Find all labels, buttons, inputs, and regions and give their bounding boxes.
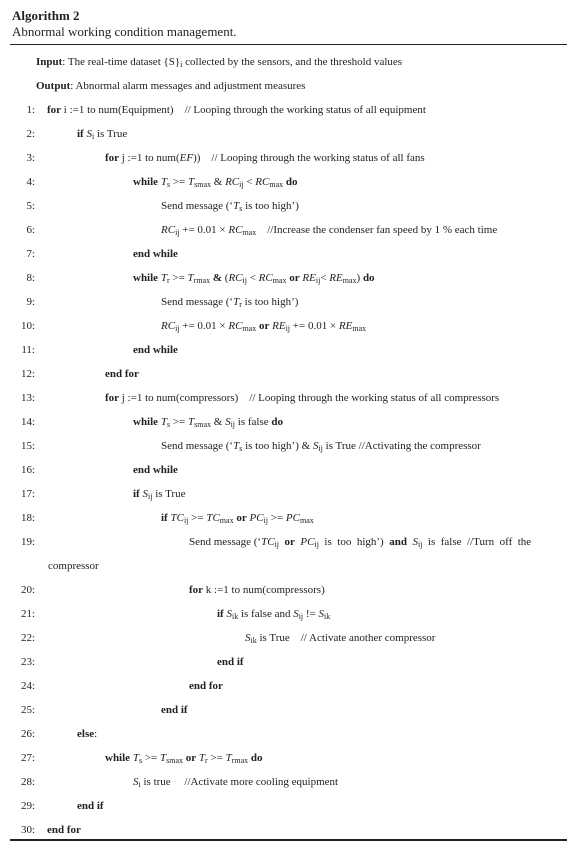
code-line (0, 151, 577, 165)
keyword: while (105, 752, 131, 764)
keyword: end for (47, 824, 81, 836)
keyword: while (133, 176, 159, 188)
subscript: ij (315, 276, 321, 285)
code-text (161, 703, 188, 717)
output-line (36, 79, 305, 93)
variable: PC (300, 536, 315, 548)
subscript: ij (147, 492, 153, 501)
subscript: ij (230, 420, 236, 429)
code-text (217, 655, 244, 669)
line-number: 12: (20, 368, 35, 380)
line-number: 27: (20, 752, 35, 764)
variable: T (198, 752, 206, 764)
code-fragment: & (211, 416, 226, 428)
code-fragment: >= (188, 512, 207, 524)
variable: RC (225, 176, 240, 188)
code-fragment: ( (222, 272, 229, 284)
subscript: ij (175, 324, 180, 333)
code-text (133, 247, 178, 261)
variable: T (187, 176, 195, 188)
code-fragment: < (320, 272, 330, 284)
keyword: end while (133, 344, 178, 356)
subscript: s (166, 420, 171, 429)
code-text (77, 127, 127, 141)
subscript: ij (417, 540, 423, 549)
code-fragment: != (303, 608, 319, 620)
code-fragment: Send message (‘ (161, 440, 234, 452)
variable: S (86, 128, 92, 140)
algorithm-title: Algorithm 2 (12, 8, 80, 23)
subscript: ij (298, 612, 304, 621)
subscript: s (138, 756, 143, 765)
subscript: r (166, 276, 170, 285)
code-text (161, 439, 481, 453)
code-text (77, 799, 104, 813)
code-line (0, 583, 577, 597)
keyword: or (284, 536, 295, 548)
code-line (0, 175, 577, 189)
variable: T (187, 416, 195, 428)
line-number: 20: (20, 584, 35, 596)
variable: S (245, 632, 251, 644)
code-fragment: Send message (‘ (161, 200, 234, 212)
line-number: 28: (20, 776, 35, 788)
code-text (47, 103, 426, 117)
code-fragment: j :=1 to num(compressors) // Looping through the working status of all compressors (119, 392, 500, 404)
code-line (0, 247, 577, 261)
variable: T (132, 752, 139, 764)
code-text (161, 511, 314, 525)
variable: T (160, 176, 167, 188)
input-label: Input (36, 56, 63, 68)
code-fragment: += 0.01 × (290, 320, 339, 332)
input-text: : The real-time dataset {S} (62, 56, 181, 68)
variable: RC (228, 272, 243, 284)
keyword: for (105, 152, 120, 164)
variable: PC (249, 512, 264, 524)
code-text (161, 223, 497, 237)
code-line (0, 751, 577, 765)
line-number: 6: (26, 224, 35, 236)
code-fragment: is too high’) & (242, 440, 313, 452)
subscript: max (272, 276, 287, 285)
line-number: 8: (26, 272, 35, 284)
code-line (0, 655, 577, 669)
variable: S (412, 536, 418, 548)
code-fragment: < (243, 176, 256, 188)
variable: RC (161, 320, 176, 332)
code-fragment: is True //Activating the compressor (322, 440, 481, 452)
variable: S (293, 608, 299, 620)
code-text (189, 535, 531, 549)
keyword: for (189, 584, 204, 596)
code-fragment: & (211, 176, 226, 188)
subscript: i (91, 132, 95, 141)
code-line (0, 823, 577, 837)
variable: T (225, 752, 232, 764)
code-line (0, 319, 577, 333)
line-number: 21: (20, 608, 35, 620)
code-fragment: //Increase the condenser fan speed by 1 % each time (256, 224, 498, 236)
line-number: 17: (20, 488, 35, 500)
code-line (0, 631, 577, 645)
code-fragment: >= (142, 752, 160, 764)
input-line (36, 55, 402, 69)
code-text (189, 583, 325, 597)
keyword: do (250, 752, 263, 764)
code-text (105, 367, 139, 381)
code-fragment: >= (170, 416, 188, 428)
variable: EF (179, 152, 194, 164)
keyword: or (236, 512, 247, 524)
subscript: ij (239, 180, 244, 189)
code-line (0, 103, 577, 117)
variable: RC (258, 272, 273, 284)
code-text (105, 751, 263, 765)
keyword: if (133, 488, 140, 500)
line-number: 15: (20, 440, 35, 452)
code-line (0, 703, 577, 717)
variable: TC (206, 512, 220, 524)
line-number: 23: (20, 656, 35, 668)
variable: T (233, 296, 240, 308)
algorithm-subtitle: Abnormal working condition management. (12, 24, 237, 39)
line-number: 11: (21, 344, 35, 356)
keyword: for (47, 104, 62, 116)
code-fragment: Send message (‘ (189, 536, 262, 548)
code-line (0, 223, 577, 237)
code-text (133, 343, 178, 357)
code-fragment: is too high’) (318, 536, 390, 548)
subscript: max (242, 324, 257, 333)
subscript: smax (194, 420, 211, 429)
subscript: r (239, 300, 242, 309)
variable: T (233, 200, 240, 212)
subscript: ij (183, 516, 189, 525)
code-fragment: ) (356, 272, 363, 284)
keyword: if (217, 608, 224, 620)
code-text (133, 175, 298, 189)
line-number: 26: (20, 728, 35, 740)
line-number: 7: (26, 248, 35, 260)
keyword: end if (161, 704, 188, 716)
variable: S (226, 608, 232, 620)
code-line (0, 799, 577, 813)
code-fragment: )) // Looping through the working status of all fans (193, 152, 425, 164)
keyword: or (185, 752, 197, 764)
code-line (0, 271, 577, 285)
code-line (0, 487, 577, 501)
variable: RC (255, 176, 270, 188)
code-line (0, 535, 577, 549)
subscript: max (352, 324, 367, 333)
variable: RE (302, 272, 316, 284)
subscript: smax (194, 180, 211, 189)
variable: TC (261, 536, 275, 548)
variable: S (142, 488, 148, 500)
line-number: 4: (26, 176, 35, 188)
code-text (77, 727, 97, 741)
code-text (189, 679, 223, 693)
code-fragment: is false and (238, 608, 294, 620)
input-subscript: i (180, 60, 183, 69)
code-text (161, 199, 299, 213)
subscript: ij (285, 324, 291, 333)
code-line-continuation (0, 559, 577, 573)
line-number: 1: (26, 104, 35, 116)
code-line (0, 439, 577, 453)
code-fragment: < (246, 272, 259, 284)
output-label: Output (36, 80, 71, 92)
subscript: ij (263, 516, 268, 525)
variable: S (225, 416, 231, 428)
code-fragment: is false //Turn off the (422, 536, 532, 548)
line-number: 30: (20, 824, 35, 836)
subscript: smax (166, 756, 183, 765)
keyword: end while (133, 248, 178, 260)
keyword: end for (105, 368, 139, 380)
algorithm-header (12, 8, 567, 40)
code-line (0, 199, 577, 213)
variable: T (160, 272, 167, 284)
code-text (161, 295, 298, 309)
subscript: max (342, 276, 357, 285)
line-number: 13: (20, 392, 35, 404)
variable: RE (338, 320, 353, 332)
code-line (0, 415, 577, 429)
output-text: : Abnormal alarm messages and adjustment measures (70, 80, 306, 92)
keyword: or (258, 320, 270, 332)
top-rule (10, 44, 567, 45)
variable: PC (285, 512, 300, 524)
subscript: ij (318, 444, 323, 453)
subscript: rmax (231, 756, 249, 765)
subscript: r (205, 756, 208, 765)
keyword: or (289, 272, 300, 284)
keyword: do (271, 416, 283, 428)
line-number: 14: (20, 416, 35, 428)
variable: RE (329, 272, 343, 284)
code-fragment: compressor (48, 560, 99, 572)
subscript: ik (231, 612, 239, 621)
code-text (133, 463, 178, 477)
subscript: ik (250, 636, 257, 645)
code-line (0, 127, 577, 141)
code-fragment: j :=1 to num( (119, 152, 180, 164)
keyword: end for (189, 680, 223, 692)
line-number: 3: (26, 152, 35, 164)
code-line (0, 343, 577, 357)
variable: TC (170, 512, 184, 524)
code-fragment: is false (235, 416, 272, 428)
input-rest: collected by the sensors, and the threshold values (182, 56, 403, 68)
line-number: 22: (20, 632, 35, 644)
line-number: 18: (20, 512, 35, 524)
code-line (0, 727, 577, 741)
code-line (0, 295, 577, 309)
code-fragment: += 0.01 × (179, 224, 229, 236)
subscript: ij (242, 276, 247, 285)
variable: S (312, 440, 319, 452)
code-fragment: Send message (‘ (161, 296, 234, 308)
code-fragment: is true //Activate more cooling equipment (140, 776, 339, 788)
variable: RC (161, 224, 176, 236)
subscript: s (166, 180, 171, 189)
keyword: for (105, 392, 120, 404)
line-number: 10: (20, 320, 35, 332)
code-line (0, 511, 577, 525)
code-text (245, 631, 435, 645)
subscript: ij (175, 228, 180, 237)
subscript: max (219, 516, 234, 525)
code-text (47, 823, 81, 837)
keyword: end while (133, 464, 178, 476)
variable: S (133, 776, 139, 788)
keyword: do (362, 272, 375, 284)
code-line (0, 391, 577, 405)
code-text (217, 607, 330, 621)
code-text (133, 775, 338, 789)
subscript: ik (324, 612, 331, 621)
line-number: 9: (26, 296, 35, 308)
variable: S (318, 608, 325, 620)
subscript: rmax (193, 276, 211, 285)
variable: T (187, 272, 194, 284)
code-text (133, 271, 375, 285)
code-fragment: >= (169, 272, 188, 284)
variable: T (160, 416, 167, 428)
code-line (0, 367, 577, 381)
code-line (0, 775, 577, 789)
subscript: s (239, 444, 243, 453)
keyword: else (77, 728, 95, 740)
code-text (133, 487, 185, 501)
code-fragment: is True (152, 488, 186, 500)
variable: T (233, 440, 240, 452)
line-number: 19: (20, 536, 35, 548)
code-text (105, 151, 425, 165)
code-text (48, 559, 99, 573)
keyword: end if (77, 800, 104, 812)
keyword: and (389, 536, 407, 548)
line-number: 2: (26, 128, 35, 140)
variable: T (159, 752, 167, 764)
code-line (0, 679, 577, 693)
line-number: 29: (20, 800, 35, 812)
variable: RE (272, 320, 286, 332)
code-text (105, 391, 499, 405)
code-fragment: >= (207, 752, 226, 764)
keyword: while (133, 272, 159, 284)
code-fragment: >= (267, 512, 286, 524)
code-line (0, 463, 577, 477)
line-number: 16: (20, 464, 35, 476)
variable: RC (228, 320, 243, 332)
code-fragment: i :=1 to num(Equipment) // Looping through the working status of all equipment (61, 104, 426, 116)
keyword: & (212, 272, 223, 284)
subscript: ij (274, 540, 280, 549)
code-fragment: >= (170, 176, 188, 188)
code-line (0, 607, 577, 621)
variable: RC (228, 224, 243, 236)
code-fragment: is True // Activate another compressor (256, 632, 436, 644)
subscript: max (299, 516, 314, 525)
keyword: do (285, 176, 298, 188)
keyword: end if (217, 656, 244, 668)
subscript: max (242, 228, 257, 237)
code-fragment: += 0.01 × (179, 320, 229, 332)
line-number: 24: (20, 680, 35, 692)
bottom-rule (10, 839, 567, 841)
code-fragment: is too high’) (241, 296, 299, 308)
subscript: s (239, 204, 243, 213)
subscript: max (269, 180, 284, 189)
code-text (161, 319, 366, 333)
code-fragment: k :=1 to num(compressors) (203, 584, 325, 596)
subscript: ij (314, 540, 319, 549)
code-fragment: is too high’) (242, 200, 299, 212)
subscript: i (138, 780, 141, 789)
keyword: while (133, 416, 159, 428)
line-number: 25: (20, 704, 35, 716)
code-fragment: : (94, 728, 98, 740)
keyword: if (161, 512, 168, 524)
code-fragment: is True (94, 128, 128, 140)
line-number: 5: (26, 200, 35, 212)
code-text (133, 415, 283, 429)
keyword: if (77, 128, 84, 140)
